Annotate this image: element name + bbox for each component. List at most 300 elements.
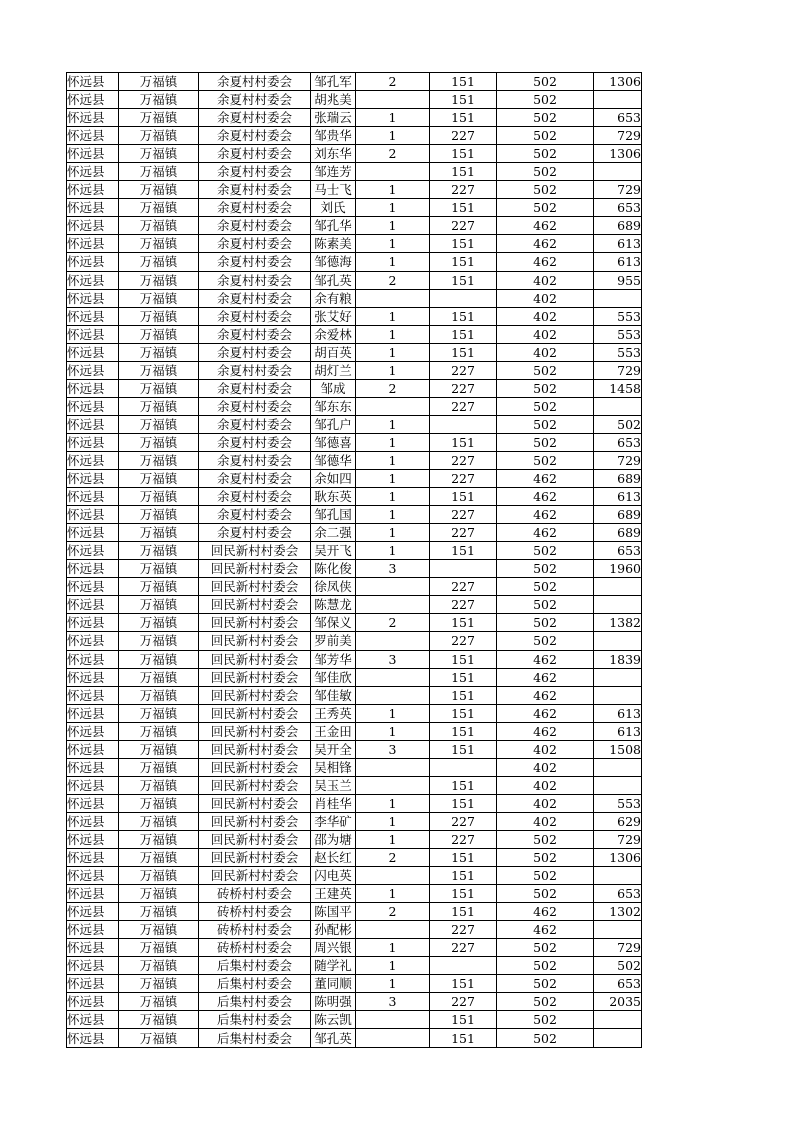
town-cell: 万福镇 <box>119 596 199 614</box>
members-cell <box>356 91 430 109</box>
members-cell <box>356 289 430 307</box>
total-cell <box>594 91 642 109</box>
town-cell: 万福镇 <box>119 885 199 903</box>
members-cell: 1 <box>356 830 430 848</box>
county-cell: 怀远县 <box>67 433 119 451</box>
total-cell: 1306 <box>594 849 642 867</box>
village-cell: 回民新村村委会 <box>199 632 311 650</box>
subsidy-cell: 151 <box>430 163 497 181</box>
members-cell: 1 <box>356 957 430 975</box>
subsidy-cell: 227 <box>430 993 497 1011</box>
village-cell: 后集村村委会 <box>199 993 311 1011</box>
members-cell: 1 <box>356 939 430 957</box>
village-cell: 回民新村村委会 <box>199 794 311 812</box>
village-cell: 余夏村村委会 <box>199 235 311 253</box>
subsidy-cell: 151 <box>430 867 497 885</box>
base-cell: 402 <box>497 307 594 325</box>
members-cell <box>356 596 430 614</box>
town-cell: 万福镇 <box>119 1011 199 1029</box>
name-cell: 肖桂华 <box>311 794 356 812</box>
county-cell: 怀远县 <box>67 921 119 939</box>
table-row <box>67 794 642 812</box>
name-cell: 闪电英 <box>311 867 356 885</box>
village-cell: 余夏村村委会 <box>199 397 311 415</box>
name-cell: 董同顺 <box>311 975 356 993</box>
subsidy-cell: 151 <box>430 849 497 867</box>
members-cell <box>356 921 430 939</box>
name-cell: 邹保义 <box>311 614 356 632</box>
table-row <box>67 145 642 163</box>
members-cell: 1 <box>356 722 430 740</box>
county-cell: 怀远县 <box>67 253 119 271</box>
members-cell: 3 <box>356 560 430 578</box>
members-cell <box>356 1011 430 1029</box>
total-cell: 653 <box>594 975 642 993</box>
subsidy-cell: 151 <box>430 325 497 343</box>
name-cell: 王金田 <box>311 722 356 740</box>
total-cell: 653 <box>594 199 642 217</box>
total-cell: 729 <box>594 939 642 957</box>
base-cell: 462 <box>497 217 594 235</box>
town-cell: 万福镇 <box>119 776 199 794</box>
members-cell: 1 <box>356 181 430 199</box>
town-cell: 万福镇 <box>119 271 199 289</box>
village-cell: 余夏村村委会 <box>199 361 311 379</box>
town-cell: 万福镇 <box>119 379 199 397</box>
subsidy-cell: 151 <box>430 253 497 271</box>
base-cell: 462 <box>497 524 594 542</box>
county-cell: 怀远县 <box>67 812 119 830</box>
total-cell <box>594 668 642 686</box>
town-cell: 万福镇 <box>119 578 199 596</box>
base-cell: 502 <box>497 885 594 903</box>
village-cell: 余夏村村委会 <box>199 524 311 542</box>
total-cell <box>594 632 642 650</box>
town-cell: 万福镇 <box>119 361 199 379</box>
table-row <box>67 397 642 415</box>
village-cell: 回民新村村委会 <box>199 722 311 740</box>
members-cell: 1 <box>356 433 430 451</box>
subsidy-cell: 151 <box>430 686 497 704</box>
town-cell: 万福镇 <box>119 542 199 560</box>
members-cell: 1 <box>356 253 430 271</box>
name-cell: 邹孔国 <box>311 506 356 524</box>
county-cell: 怀远县 <box>67 776 119 794</box>
county-cell: 怀远县 <box>67 289 119 307</box>
table-row <box>67 614 642 632</box>
village-cell: 回民新村村委会 <box>199 650 311 668</box>
members-cell: 2 <box>356 379 430 397</box>
subsidy-cell <box>430 289 497 307</box>
county-cell: 怀远县 <box>67 668 119 686</box>
subsidy-cell: 227 <box>430 127 497 145</box>
table-row <box>67 343 642 361</box>
table-row <box>67 289 642 307</box>
total-cell <box>594 867 642 885</box>
county-cell: 怀远县 <box>67 722 119 740</box>
town-cell: 万福镇 <box>119 686 199 704</box>
town-cell: 万福镇 <box>119 903 199 921</box>
name-cell: 余有粮 <box>311 289 356 307</box>
total-cell <box>594 163 642 181</box>
subsidy-cell: 151 <box>430 704 497 722</box>
table-row <box>67 776 642 794</box>
subsidy-cell: 151 <box>430 109 497 127</box>
table-row <box>67 488 642 506</box>
name-cell: 邹德喜 <box>311 433 356 451</box>
village-cell: 余夏村村委会 <box>199 253 311 271</box>
base-cell: 462 <box>497 235 594 253</box>
table-row <box>67 632 642 650</box>
table-row <box>67 361 642 379</box>
town-cell: 万福镇 <box>119 740 199 758</box>
members-cell <box>356 397 430 415</box>
members-cell: 2 <box>356 903 430 921</box>
table-row <box>67 812 642 830</box>
records-table <box>66 72 642 1048</box>
base-cell: 402 <box>497 343 594 361</box>
town-cell: 万福镇 <box>119 415 199 433</box>
base-cell: 502 <box>497 1011 594 1029</box>
village-cell: 回民新村村委会 <box>199 614 311 632</box>
total-cell: 553 <box>594 794 642 812</box>
total-cell <box>594 758 642 776</box>
total-cell: 1306 <box>594 145 642 163</box>
village-cell: 余夏村村委会 <box>199 91 311 109</box>
members-cell <box>356 776 430 794</box>
village-cell: 回民新村村委会 <box>199 578 311 596</box>
table-body <box>67 73 642 1048</box>
total-cell: 653 <box>594 542 642 560</box>
name-cell: 耿东英 <box>311 488 356 506</box>
table-row <box>67 542 642 560</box>
name-cell: 徐凤侠 <box>311 578 356 596</box>
village-cell: 后集村村委会 <box>199 1011 311 1029</box>
county-cell: 怀远县 <box>67 704 119 722</box>
table-row <box>67 451 642 469</box>
name-cell: 孙配彬 <box>311 921 356 939</box>
subsidy-cell: 151 <box>430 903 497 921</box>
name-cell: 邹连芳 <box>311 163 356 181</box>
village-cell: 余夏村村委会 <box>199 217 311 235</box>
name-cell: 陈明强 <box>311 993 356 1011</box>
subsidy-cell: 227 <box>430 632 497 650</box>
subsidy-cell: 227 <box>430 830 497 848</box>
total-cell: 729 <box>594 361 642 379</box>
name-cell: 邹孔英 <box>311 1029 356 1047</box>
members-cell: 1 <box>356 127 430 145</box>
subsidy-cell: 151 <box>430 307 497 325</box>
town-cell: 万福镇 <box>119 397 199 415</box>
name-cell: 余如四 <box>311 470 356 488</box>
county-cell: 怀远县 <box>67 560 119 578</box>
base-cell: 462 <box>497 506 594 524</box>
table-row <box>67 921 642 939</box>
county-cell: 怀远县 <box>67 343 119 361</box>
table-row <box>67 235 642 253</box>
village-cell: 余夏村村委会 <box>199 488 311 506</box>
name-cell: 王秀英 <box>311 704 356 722</box>
table-row <box>67 903 642 921</box>
subsidy-cell: 151 <box>430 235 497 253</box>
name-cell: 邹佳敏 <box>311 686 356 704</box>
county-cell: 怀远县 <box>67 235 119 253</box>
base-cell: 502 <box>497 109 594 127</box>
base-cell: 502 <box>497 451 594 469</box>
members-cell: 1 <box>356 812 430 830</box>
total-cell: 502 <box>594 415 642 433</box>
total-cell: 729 <box>594 451 642 469</box>
village-cell: 余夏村村委会 <box>199 470 311 488</box>
subsidy-cell: 151 <box>430 271 497 289</box>
total-cell: 1306 <box>594 73 642 91</box>
name-cell: 张艾好 <box>311 307 356 325</box>
name-cell: 邹孔户 <box>311 415 356 433</box>
name-cell: 邹孔军 <box>311 73 356 91</box>
county-cell: 怀远县 <box>67 199 119 217</box>
subsidy-cell: 227 <box>430 578 497 596</box>
total-cell: 689 <box>594 506 642 524</box>
total-cell <box>594 686 642 704</box>
table-row <box>67 199 642 217</box>
table-row <box>67 957 642 975</box>
village-cell: 余夏村村委会 <box>199 289 311 307</box>
name-cell: 陈云凯 <box>311 1011 356 1029</box>
town-cell: 万福镇 <box>119 253 199 271</box>
village-cell: 回民新村村委会 <box>199 686 311 704</box>
village-cell: 余夏村村委会 <box>199 199 311 217</box>
total-cell: 729 <box>594 830 642 848</box>
village-cell: 砖桥村村委会 <box>199 903 311 921</box>
town-cell: 万福镇 <box>119 235 199 253</box>
total-cell: 613 <box>594 704 642 722</box>
county-cell: 怀远县 <box>67 867 119 885</box>
county-cell: 怀远县 <box>67 397 119 415</box>
town-cell: 万福镇 <box>119 1029 199 1047</box>
town-cell: 万福镇 <box>119 451 199 469</box>
town-cell: 万福镇 <box>119 975 199 993</box>
members-cell: 1 <box>356 975 430 993</box>
base-cell: 502 <box>497 993 594 1011</box>
table-row <box>67 470 642 488</box>
village-cell: 后集村村委会 <box>199 1029 311 1047</box>
county-cell: 怀远县 <box>67 91 119 109</box>
name-cell: 邹成 <box>311 379 356 397</box>
base-cell: 462 <box>497 470 594 488</box>
county-cell: 怀远县 <box>67 903 119 921</box>
county-cell: 怀远县 <box>67 524 119 542</box>
members-cell: 1 <box>356 343 430 361</box>
name-cell: 周兴银 <box>311 939 356 957</box>
subsidy-cell: 151 <box>430 488 497 506</box>
village-cell: 回民新村村委会 <box>199 776 311 794</box>
total-cell: 613 <box>594 488 642 506</box>
subsidy-cell: 151 <box>430 433 497 451</box>
subsidy-cell: 151 <box>430 343 497 361</box>
town-cell: 万福镇 <box>119 704 199 722</box>
name-cell: 邹孔英 <box>311 271 356 289</box>
county-cell: 怀远县 <box>67 596 119 614</box>
name-cell: 吴开全 <box>311 740 356 758</box>
base-cell: 502 <box>497 632 594 650</box>
village-cell: 回民新村村委会 <box>199 704 311 722</box>
table-row <box>67 379 642 397</box>
total-cell: 729 <box>594 127 642 145</box>
members-cell: 1 <box>356 524 430 542</box>
subsidy-cell: 151 <box>430 614 497 632</box>
table-row <box>67 506 642 524</box>
members-cell <box>356 1029 430 1047</box>
subsidy-cell: 227 <box>430 361 497 379</box>
table-row <box>67 307 642 325</box>
base-cell: 502 <box>497 1029 594 1047</box>
village-cell: 回民新村村委会 <box>199 560 311 578</box>
name-cell: 刘东华 <box>311 145 356 163</box>
village-cell: 回民新村村委会 <box>199 668 311 686</box>
village-cell: 余夏村村委会 <box>199 433 311 451</box>
base-cell: 462 <box>497 650 594 668</box>
town-cell: 万福镇 <box>119 433 199 451</box>
subsidy-cell: 151 <box>430 73 497 91</box>
name-cell: 李华矿 <box>311 812 356 830</box>
base-cell: 402 <box>497 271 594 289</box>
subsidy-cell: 151 <box>430 1011 497 1029</box>
village-cell: 回民新村村委会 <box>199 849 311 867</box>
members-cell: 1 <box>356 217 430 235</box>
members-cell: 1 <box>356 235 430 253</box>
name-cell: 赵长红 <box>311 849 356 867</box>
county-cell: 怀远县 <box>67 849 119 867</box>
table-row <box>67 109 642 127</box>
base-cell: 462 <box>497 253 594 271</box>
name-cell: 胡百英 <box>311 343 356 361</box>
total-cell: 653 <box>594 885 642 903</box>
base-cell: 402 <box>497 776 594 794</box>
village-cell: 砖桥村村委会 <box>199 921 311 939</box>
base-cell: 402 <box>497 812 594 830</box>
base-cell: 462 <box>497 722 594 740</box>
total-cell: 955 <box>594 271 642 289</box>
county-cell: 怀远县 <box>67 632 119 650</box>
village-cell: 回民新村村委会 <box>199 758 311 776</box>
subsidy-cell: 151 <box>430 776 497 794</box>
village-cell: 余夏村村委会 <box>199 271 311 289</box>
county-cell: 怀远县 <box>67 1011 119 1029</box>
town-cell: 万福镇 <box>119 343 199 361</box>
table-row <box>67 271 642 289</box>
total-cell <box>594 578 642 596</box>
members-cell: 2 <box>356 849 430 867</box>
table-row <box>67 993 642 1011</box>
total-cell: 553 <box>594 343 642 361</box>
members-cell: 1 <box>356 325 430 343</box>
total-cell: 613 <box>594 235 642 253</box>
town-cell: 万福镇 <box>119 506 199 524</box>
subsidy-cell: 151 <box>430 91 497 109</box>
subsidy-cell: 227 <box>430 524 497 542</box>
name-cell: 邵为塘 <box>311 830 356 848</box>
village-cell: 余夏村村委会 <box>199 325 311 343</box>
total-cell <box>594 596 642 614</box>
county-cell: 怀远县 <box>67 614 119 632</box>
total-cell <box>594 1011 642 1029</box>
subsidy-cell: 151 <box>430 145 497 163</box>
subsidy-cell: 151 <box>430 542 497 560</box>
subsidy-cell: 227 <box>430 379 497 397</box>
base-cell: 402 <box>497 325 594 343</box>
total-cell: 689 <box>594 524 642 542</box>
name-cell: 邹东东 <box>311 397 356 415</box>
base-cell: 402 <box>497 289 594 307</box>
village-cell: 后集村村委会 <box>199 975 311 993</box>
subsidy-cell: 227 <box>430 217 497 235</box>
village-cell: 余夏村村委会 <box>199 109 311 127</box>
subsidy-cell: 227 <box>430 921 497 939</box>
base-cell: 502 <box>497 614 594 632</box>
name-cell: 余爱林 <box>311 325 356 343</box>
base-cell: 502 <box>497 975 594 993</box>
name-cell: 陈慧龙 <box>311 596 356 614</box>
town-cell: 万福镇 <box>119 921 199 939</box>
village-cell: 余夏村村委会 <box>199 307 311 325</box>
base-cell: 502 <box>497 578 594 596</box>
base-cell: 502 <box>497 199 594 217</box>
village-cell: 回民新村村委会 <box>199 542 311 560</box>
county-cell: 怀远县 <box>67 470 119 488</box>
county-cell: 怀远县 <box>67 957 119 975</box>
members-cell <box>356 163 430 181</box>
name-cell: 吴相锋 <box>311 758 356 776</box>
base-cell: 502 <box>497 379 594 397</box>
county-cell: 怀远县 <box>67 181 119 199</box>
town-cell: 万福镇 <box>119 199 199 217</box>
members-cell: 2 <box>356 73 430 91</box>
name-cell: 马士飞 <box>311 181 356 199</box>
table-row <box>67 1011 642 1029</box>
base-cell: 502 <box>497 361 594 379</box>
subsidy-cell: 151 <box>430 199 497 217</box>
members-cell: 3 <box>356 740 430 758</box>
town-cell: 万福镇 <box>119 145 199 163</box>
county-cell: 怀远县 <box>67 650 119 668</box>
town-cell: 万福镇 <box>119 524 199 542</box>
base-cell: 402 <box>497 740 594 758</box>
table-row <box>67 758 642 776</box>
town-cell: 万福镇 <box>119 939 199 957</box>
village-cell: 余夏村村委会 <box>199 379 311 397</box>
base-cell: 402 <box>497 758 594 776</box>
base-cell: 462 <box>497 921 594 939</box>
name-cell: 罗前美 <box>311 632 356 650</box>
county-cell: 怀远县 <box>67 361 119 379</box>
county-cell: 怀远县 <box>67 542 119 560</box>
table-row <box>67 163 642 181</box>
village-cell: 回民新村村委会 <box>199 596 311 614</box>
subsidy-cell <box>430 957 497 975</box>
town-cell: 万福镇 <box>119 758 199 776</box>
total-cell: 1302 <box>594 903 642 921</box>
total-cell: 502 <box>594 957 642 975</box>
base-cell: 502 <box>497 181 594 199</box>
village-cell: 余夏村村委会 <box>199 343 311 361</box>
town-cell: 万福镇 <box>119 830 199 848</box>
table-row <box>67 885 642 903</box>
base-cell: 502 <box>497 867 594 885</box>
total-cell <box>594 289 642 307</box>
members-cell <box>356 867 430 885</box>
total-cell <box>594 1029 642 1047</box>
base-cell: 502 <box>497 433 594 451</box>
